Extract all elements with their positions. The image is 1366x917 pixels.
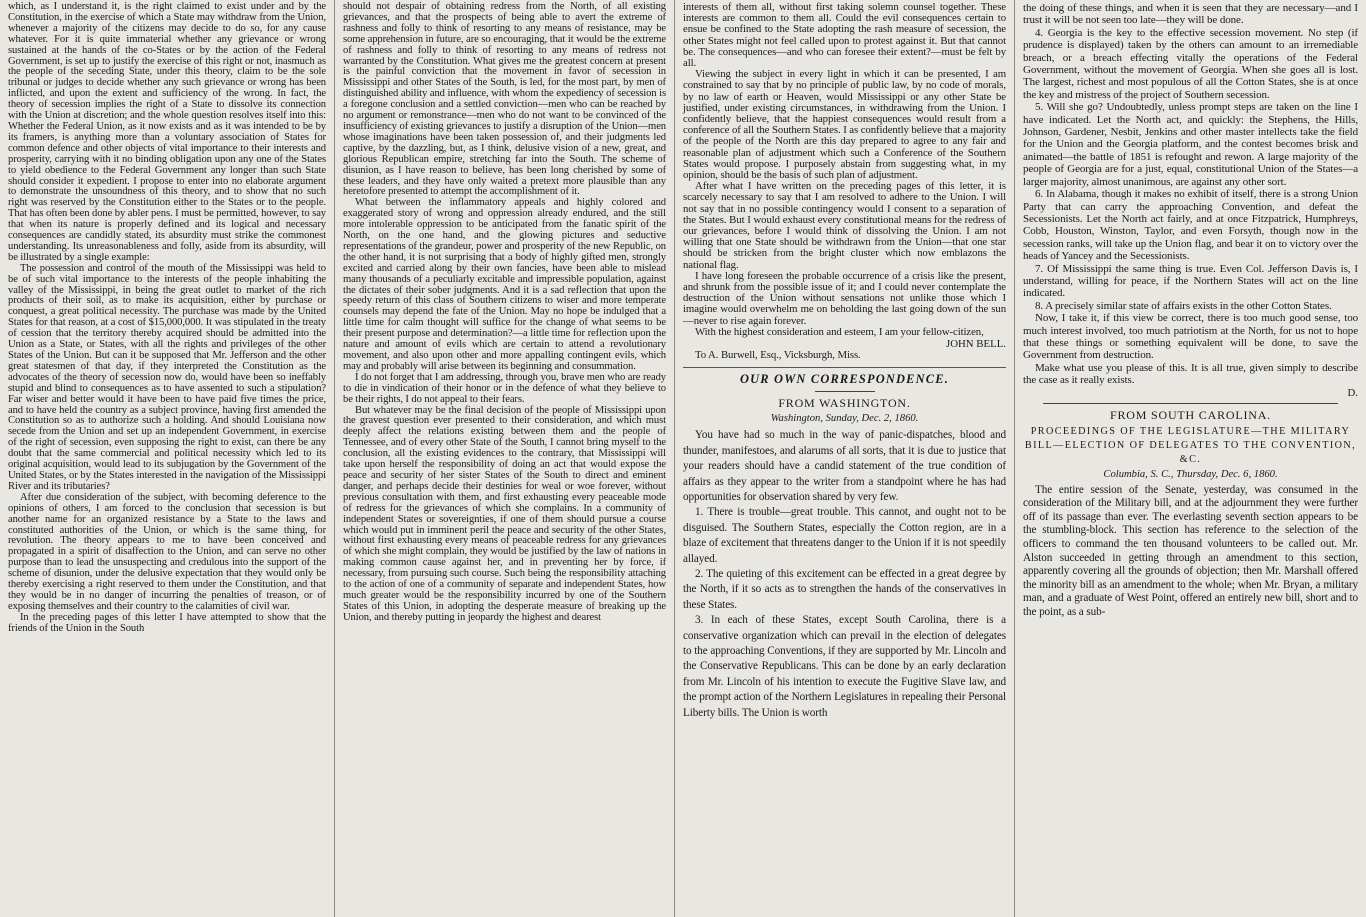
correspondence-body	[683, 428, 1006, 721]
correspondence-heading: FROM WASHINGTON.	[778, 396, 911, 411]
letter-addressee: To A. Burwell, Esq., Vicksburgh, Miss.	[695, 349, 861, 362]
proceedings-heading: PROCEEDINGS OF THE LEGISLATURE—THE MILITARY BILL—ELECTION OF DELEGATES TO THE CONVENTION, &C.	[1024, 425, 1357, 465]
article-paragraph: Make what use you please of this. It is all true, given simply to describe the case as it really exists.	[1023, 361, 1358, 387]
divider	[1043, 403, 1338, 404]
article-paragraph: The entire session of the Senate, yesterday, was consumed in the consideration of the Military bill, and at the adjournment they were further off of its passage than ever. The everlasting seventh section appears to be the stumbling-block. This section has reference to the selection of the officers to command the ten thousand volunteers to be called out. Mr. Alston succeeded in getting through an amendment to this section, apparently covering all the grounds of objection; then Mr. Marshall offered the minority bill as an amendment to the whole; when Mr. Bryan, a military man, and a graduate of West Point, offered an entirely new bill, short and to the point, as a sub-	[1023, 483, 1358, 618]
article-paragraph: After what I have written on the preceding pages of this letter, it is scarcely necessary to say that I am resolved to adhere to the Union. I will not say that in no possible contingency would I consent to a separation of the States. But I would exhaust every constitutional means for the redress of our grievances, before I would think of dissolving the Union. I am not willing that one State should be withdrawn from the Union—that one star should be stricken from the bright cluster which now emblazons the national flag.	[683, 180, 1006, 271]
article-paragraph: 4. Georgia is the key to the effective secession movement. No step (if prudence is displayed) taken by the others can amount to an irremediable breach, or a breach effecting vitally the operations of the Federal Government, without the movement of Georgia. When she goes all is lost. The largest, richest and most populous of all the Cotton States, she is at once the key and mistress of the project of Southern secession.	[1023, 26, 1358, 101]
article-paragraph: 2. The quieting of this excitement can be effected in a great degree by the North, if it so acts as to strengthen the hands of the conservatives in these States.	[683, 567, 1006, 611]
letter-signature: D.	[1347, 386, 1358, 399]
article-paragraph: 1. There is trouble—great trouble. This cannot, and ought not to be disguised. The Southern States, especially the Cotton region, are in a blaze of excitement that threatens danger to the Union if it is not speedily allayed.	[683, 506, 1006, 565]
divider	[815, 391, 875, 392]
article-paragraph: interests of them all, without first taking solemn counsel together. These interests are common to them all. Could the evil consequences certain to ensue be confined to the State adopting the rash measure of secession, the other States might not feel called upon to protest against it. But that cannot be. The consequences—and who can foresee their extent?—must be felt by all.	[683, 1, 1006, 70]
article-paragraph: 8. A precisely similar state of affairs exists in the other Cotton States.	[1035, 299, 1332, 312]
article-paragraph: 3. In each of these States, except South Carolina, there is a conservative organization which can prevail in the election of delegates to the approaching Conventions, if they are supported by Mr. Lincoln and the Conservative Republicans. This can be done by an early declaration from Mr. Lincoln of his intention to execute the Fugitive Slave law, and the prompt action of the Northern Legislatures in repealing their Personal Liberty bills. The Union is worth	[683, 614, 1006, 719]
article-paragraph: 6. In Alabama, though it makes no exhibit of itself, there is a strong Union Party that can carry the approaching Convention, and defeat the Secessionists. Let the North act fairly, and at once Fitzpatrick, Humphreys, Cobb, Houston, Winston, Taylor, and even Forsyth, though now in the secession ranks, will take up the Union flag, and bear it on to victory over the heads of Yancey and the Secessionists.	[1023, 188, 1358, 263]
article-paragraph: 5. Will she go? Undoubtedly, unless prompt steps are taken on the line I have indicated. Let the North act, and quickly: the Stephens, the Hills, Johnson, Gardener, Nesbit, Jenkins and other master intellects take the field for the Union and the Georgia platform, and the contest becomes brisk and animated—the battle of 1851 is refought and rewon. A large majority of the people of Georgia are for a just, equal, constitutional Union of the States—a larger majority, almost unanimous, are against any other sort.	[1023, 101, 1358, 188]
column-1	[0, 0, 335, 917]
article-paragraph: The possession and control of the mouth of the Mississippi was held to be of such vital importance to the interests of the people inhabiting the valley of the Mississippi, in being the great outlet to market of the rich products of their soil, as to make its acquisition, either by purchase or conquest, a great political necessity. The purchase was made by the United States for that reason, at a cost of $15,000,000. It was stipulated in the treaty of cession that the territory thereby acquired should be admitted into the Union as a State, or States, with all the rights and privileges of the other States of the Union. But can it be supposed that Mr. Jefferson and the other great statesmen of that day, if they interpreted the Constitution as the advocates of the theory of secession now do, would have been so ineffably stupid and blind to consequences as to have assented to such a stipulation? Far wiser and better would it have been to have paid five times the price, and to have held the country as a subject province, having first amended the Constitution so as to authorize such a holding. And should Louisiana now secede from the Union and set up an independent Government, in exercise of the right of secession, even supposing the right to exist, can there be any doubt that the same commercial and political necessity which led to its original acquisition, would lead to its subjugation by the Government of the United States, or by the States interested in the navigation of the Mississippi River and its tributaries?	[8, 262, 326, 492]
dateline: Columbia, S. C., Thursday, Dec. 6, 1860.	[1103, 468, 1278, 480]
article-paragraph: After due consideration of the subject, with becoming deference to the opinions of others, I am forced to the conclusion that secession is but another name for an organized resistance by a State to the laws and constituted authorities of the Union, or which is the same thing, for revolution. The theory appears to me to have been conceived and propagated in a spirit of disaffection to the Union, and can serve no other purpose than to lead the unsuspecting and credulous into the support of the scheme of disunion, under the delusive expectation that they would only be thereby exercising a right reserved to them under the Constitution, and that they would be in no danger of incurring the penalties of treason, or of exposing themselves and their country to the calamities of civil war.	[8, 491, 326, 612]
article-paragraph: With the highest consideration and esteem, I am your fellow-citizen,	[695, 325, 984, 338]
column-3	[675, 0, 1015, 917]
article-paragraph: In the preceding pages of this letter I have attempted to show that the friends of the Union in the South	[8, 611, 326, 634]
article-paragraph: What between the inflammatory appeals and highly colored and exaggerated story of wrong and oppression already endured, and the still more intolerable oppression to be anticipated from the fanatic spirit of the North, on the one hand, and the glowing pictures and seductive representations of the grandeur, power and prosperity of the new Republic, on the other hand, it is not surprising that a body of highly gifted men, strongly excited and carried along by their own fancies, have been able to mislead many thousands of a peculiarly excitable and impressible population, against the dictates of their sober judgments. And it is a sad reflection that upon the speedy return of this class of Southern citizens to wiser and more temperate counsels may depend the fate of the Union. May no hope be indulged that a little time for calm thought will suffice for the change of what seems to be their present purpose and determination?—a little time for reflection upon the nature and amount of evils which are certain to attend a revolutionary movement, and also upon other and more appalling contingent evils, which may and probably will arise between its beginning and consummation.	[343, 197, 666, 372]
article-paragraph: I do not forget that I am addressing, through you, brave men who are ready to die in vindication of their honor or in the defence of what they believe to be their rights, I do not appeal to their fears.	[343, 371, 666, 405]
article-paragraph: Viewing the subject in every light in which it can be presented, I am constrained to say that by no principle of public law, by no code of morals, by no law of earth or Heaven, would Mississippi or any other State be justified, under existing circumstances, in withdrawing from the Union. I confidently believe, that the happiest consequences would result from a conference of all the Southern States. I as confidently believe that a majority of the people of the North are this day prepared to agree to any fair and reasonable plan of adjustment which such a Conference of the Southern States would propose. I purposely abstain from suggesting what, in my opinion, should be the basis of such plan of adjustment.	[683, 68, 1006, 182]
article-paragraph: But whatever may be the final decision of the people of Mississippi upon the gravest question ever presented to their consideration, and which must deeply affect the relations existing between them and the people of Tennessee, and of every other State of the South, I cannot bring myself to the conclusion, all the existing evidences to the contrary, that Mississippi will take upon herself the responsibility of doing an act that would expose the peace and security of her sister States of the South to direct and eminent danger, and perhaps decide their destinies for weal or woe forever, without previous consultation with them, and first exhausting every peaceable mode of redress for the grievances of which she complains. In a community of independent States or sovereignties, if one of them should pursue a course which would put in imminent peril the peace and security of the other States, without first exhausting every means of peaceable redress for any grievances of which she might complain, they would be justified by the law of nations in making common cause against her, and in preventing her by force, if necessary, from pursuing such course. Such being the responsibility attaching to the action of one of a community of separate and independent States, how much greater would be the responsibility incurred by one of the Southern States of this Union, in adopting the desperate measure of breaking up the Union, and thereby putting in jeopardy the highest and dearest	[343, 404, 666, 623]
article-paragraph: which, as I understand it, is the right claimed to exist under and by the Constitution, in the exercise of which a State may withdraw from the Union, whenever a majority of the citizens may decide to do so, for any cause whatever. For it is quite immaterial whether any grievance or wrong sustained at the hands of the co-States or by the action of the Federal Government, is set up to justify the exercise of this right or not, inasmuch as the people of the seceding State, under this theory, claim to be the sole tribunal or judges to decide whether any such grievance or wrong has been inflicted, and upon the extent and sufficiency of the wrong. In fact, the theory of secession implies the right of a State to dissolve its connection with the Union at discretion; and the whole question resolves itself into this: Whether the Federal Union, as it now exists and as it was intended to be by its framers, is anything more than a voluntary association of States for common defence and other objects of vital importance to their interests and prosperity, carrying with it no binding obligation upon any one of the States to yield obedience to the Federal Government any longer than such State should consider it expedient. I propose to enter into no elaborate argument to demonstrate the unsoundness of this theory, and to show that no such right was reserved by the Constitution either to the States or to the people. That has often been done by abler pens. I must be permitted, however, to say that when its nature is properly defined and its logical and necessary consequences are candidly stated, its absurdity must strike the commonest understanding. Its unreasonableness and folly, aside from its absurdity, will be illustrated by a single example:	[8, 1, 326, 263]
section-heading: OUR OWN CORRESPONDENCE.	[683, 367, 1006, 387]
article-paragraph: You have had so much in the way of panic-dispatches, blood and thunder, manifestoes, and alarums of all sorts, that it is due to justice that your readers should have a candid statement of the true condition of affairs as they appear to the writer from a standpoint where he has had opportunities for observation shared by very few.	[683, 429, 1006, 503]
article-paragraph: the doing of these things, and when it is seen that they are necessary—and I trust it will be not seen too late—they will be done.	[1023, 2, 1358, 27]
article-paragraph: I have long foreseen the probable occurrence of a crisis like the present, and shrunk from the possible issue of it; and I could never contemplate the destruction of the Union without sensations not unlike those which I imagine would overwhelm me on beholding the last going down of the sun—never to rise again forever.	[683, 269, 1006, 327]
article-paragraph: Now, I take it, if this view be correct, there is too much good sense, too much interest involved, too much patriotism at the North, for us not to hope that these things or something equivalent will be done, to save the Government from destruction.	[1023, 312, 1358, 362]
correspondence-heading: FROM SOUTH CAROLINA.	[1109, 407, 1271, 422]
article-paragraph: 7. Of Mississippi the same thing is true. Even Col. Jefferson Davis is, I understand, willing for peace, if the Northern States will act on the line indicated.	[1023, 262, 1358, 300]
column-4	[1015, 0, 1366, 917]
column-2	[335, 0, 675, 917]
article-paragraph: should not despair of obtaining redress from the North, of all existing grievances, and that the prospects of being able to avert the extreme of rashness and folly to think of resorting to any means of resistance, may be some apprehension in future, are so encouraging, that it would be the extreme of rashness and folly to think of resorting to any means of redress not warranted by the Constitution. What gives me the greatest concern at present is the painful conviction that the movement in favor of secession in Mississippi and other States of the South, is led, for the most part, by men of distinguished ability and influence, with whom the expediency of secession is a foregone conclusion and a settled conviction—men who can be reached by no argument or remonstrance—men who do not want to be convinced of the insufficiency of existing grievances to justify a disruption of the Union—men whose imaginations have been taken possession of, and their judgments led captive, by the dazzling, but, as I think, delusive vision of a new, great, and glorious Republican empire, stretching far into the South. The scheme of disunion, as I have reason to believe, has been long cherished by some of these leaders, and they have only waited a pretext more plausible than any heretofore presented to attempt the accomplishment of it.	[343, 1, 666, 198]
dateline: Washington, Sunday, Dec. 2, 1860.	[770, 413, 919, 425]
letter-signature: JOHN BELL.	[946, 338, 1006, 351]
